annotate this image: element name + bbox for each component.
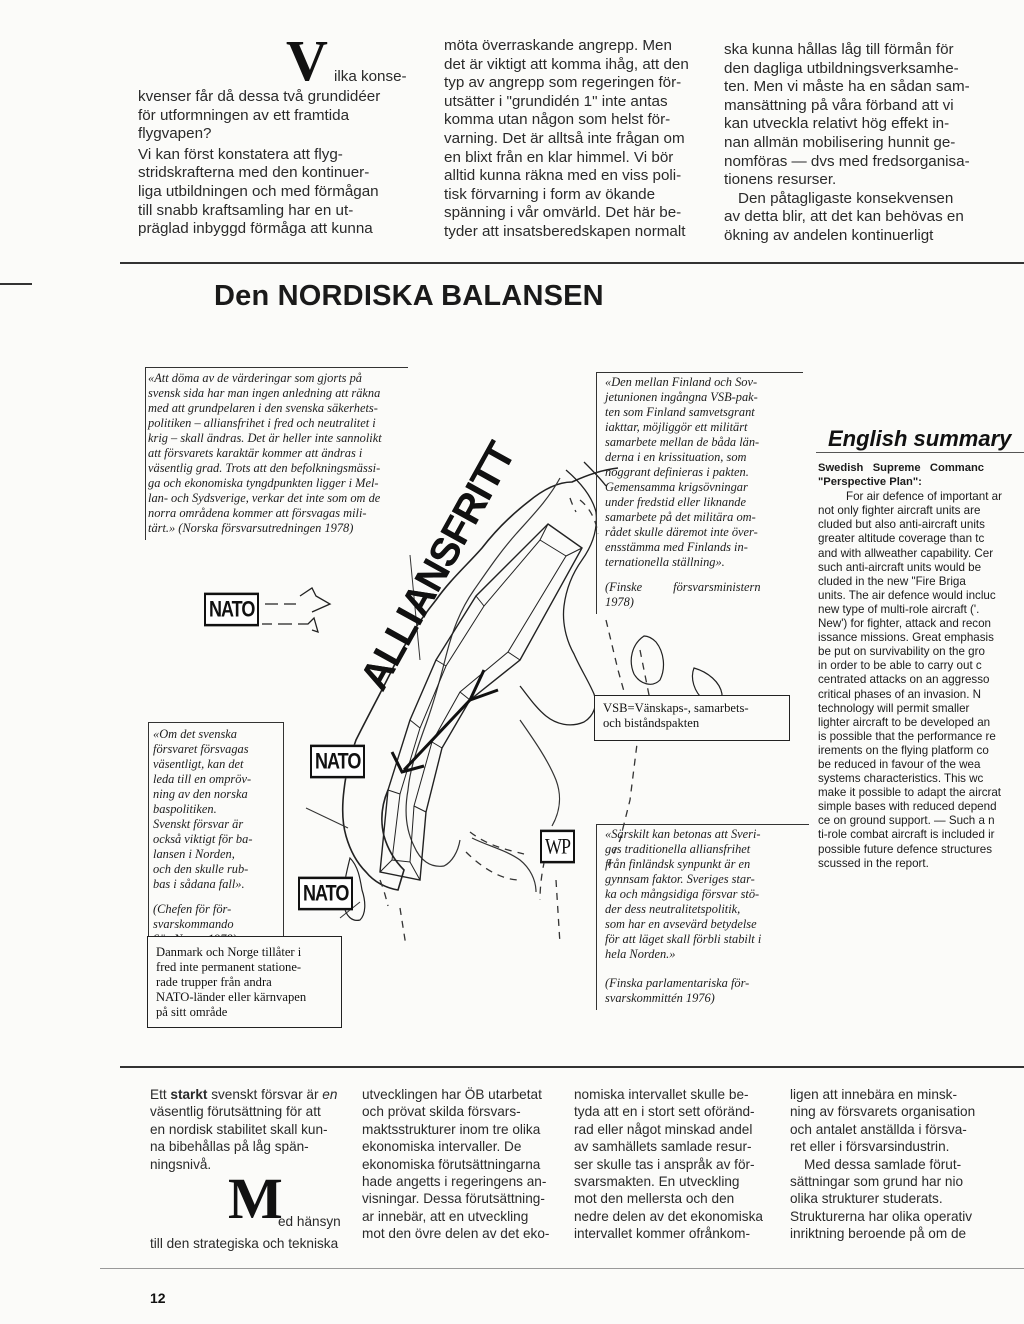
eng-line: possible future defence structures	[818, 842, 993, 856]
finland-outline	[520, 470, 596, 725]
col2-line: tisk förvarning i form av ökande	[444, 185, 656, 203]
bottom-col2-line: ar innebär, att en utveckling	[362, 1208, 529, 1224]
col1-line: präglad inbyggd förmåga att kunna	[138, 220, 373, 238]
col3-line: tionens resurser.	[724, 171, 837, 189]
bottom-column-4	[790, 1086, 990, 1243]
col3-line: kan utveckla relativt hög effekt in-	[724, 115, 950, 133]
quote-line: att försvarets karaktär kommer att ändras i	[148, 446, 363, 460]
note-line: VSB=Vänskaps-, samarbets-	[603, 701, 749, 715]
quote-line: för att läget skall förbli stabilt i	[605, 932, 762, 946]
top-column-1	[138, 28, 416, 239]
eng-line: such anti-aircraft units would be	[818, 560, 982, 574]
quote-line: väsentligt, kan det	[153, 757, 244, 771]
quote-line: ternationella ställning».	[605, 555, 725, 569]
quote-line: lansen i Norden,	[153, 847, 235, 861]
col3-line: ten. Men vi måste ha en sådan sam-	[724, 78, 970, 96]
note-line: på sitt område	[156, 1005, 228, 1019]
quote-line: «Om det svenska	[153, 727, 237, 741]
col3-line: av detta blir, att det kan behövas en	[724, 208, 964, 226]
bottom-col2-line: visningar. Dessa förutsättning-	[362, 1191, 545, 1207]
quote-finland	[596, 372, 803, 614]
baltic-coast	[472, 720, 559, 892]
quote-line: iakttar, möjliggör ett militärt	[605, 420, 748, 434]
bottom-col1-line: ningsnivå.	[150, 1156, 212, 1172]
bottom-col4-line: ning av försvarets organisation	[790, 1104, 976, 1120]
eng-line: centrated attacks on an aggresso	[818, 673, 990, 687]
bottom-col2-line: ekonomiska intervaller. De	[362, 1139, 522, 1155]
col3-line: ökning av andelen kontinuerligt	[724, 226, 934, 244]
bottom-col3-line: nomiska intervallet skulle be-	[574, 1087, 749, 1102]
defense-arrows	[392, 670, 498, 772]
page-number: 12	[150, 1290, 166, 1306]
col2-line: spänning i vår omvärld. Det här be-	[444, 204, 682, 222]
quote-line: der dess neutralitetspolitik,	[605, 902, 741, 916]
nato-tag: NATO	[204, 593, 259, 627]
eng-line: make it possible to adapt the aircrat	[818, 786, 1002, 800]
eng-line: units. The air defence would incluc	[818, 588, 996, 602]
col3-line: mansättning på våra förband att vi	[724, 96, 954, 114]
quote-line: jetunionen ingångna VSB-pak-	[605, 390, 758, 404]
dropcap-m: M	[228, 1166, 283, 1232]
top-column-3	[724, 41, 990, 246]
eng-line: technology will permit smaller	[818, 701, 970, 715]
eng-line: New') for fighter, attack and recon	[818, 617, 991, 631]
divider-left-stub	[0, 283, 32, 285]
eng-line: greater altitude coverage than tc	[818, 532, 985, 546]
quote-line: leda till en ompröv-	[153, 772, 252, 786]
bottom-column-3	[574, 1086, 772, 1243]
bottom-col4-line: ligen att innebära en minsk-	[790, 1087, 957, 1102]
quote-line: politiken – alliansfrihet i fred och neutralitet i	[148, 416, 376, 430]
quote-source: svarskommando	[153, 917, 234, 931]
nato-tag: NATO	[298, 877, 353, 911]
bottom-col2-line: ekonomiska förutsättningarna	[362, 1156, 541, 1172]
quote-norway	[145, 367, 408, 540]
quote-line: gynnsam faktor. Sveriges star-	[605, 872, 755, 886]
bottom-col4-line: ret eller i försvarsindustrin.	[790, 1139, 950, 1155]
eng-line: irements on the flying platform co	[818, 743, 989, 757]
bottom-column-1	[150, 1086, 346, 1252]
col3-line: Den påtagligaste konsekvensen	[738, 189, 954, 207]
intro-italic: en	[322, 1087, 338, 1102]
quote-line: tärt.» (Norska försvarsutredningen 1978)	[148, 521, 354, 535]
col3-line: nan allmän mobilisering hunnit ge-	[724, 133, 956, 151]
bottom-col3-line: intervallet kommer ofrånkom-	[574, 1226, 751, 1242]
eng-line: in order to be able to carry out c	[818, 659, 982, 673]
quote-line: «Särskilt kan betonas att Sveri-	[605, 827, 761, 841]
quote-line: under fredstid eller liknande	[605, 495, 746, 509]
bottom-col2-line: mot den övre delen av det eko-	[362, 1226, 550, 1242]
quote-line: också viktigt för ba-	[153, 832, 253, 846]
bottom-col1-line: till den strategiska och tekniska	[150, 1236, 339, 1252]
quote-source: (Chefen för för-	[153, 902, 232, 916]
quote-line: «Att döma av de värderingar som gjorts på	[148, 371, 362, 385]
quote-line: baspolitiken.	[153, 802, 217, 816]
eng-subheading: Swedish Supreme Commanc	[818, 462, 984, 474]
dropcap-v: V	[286, 28, 328, 93]
col1-line: Vi kan först konstatera att flyg-	[138, 145, 343, 163]
quote-line: norra områdena kommer att försvagas mili-	[148, 506, 367, 520]
divider-top	[120, 262, 1024, 264]
quote-line: samarbete mellan de båda län-	[605, 435, 760, 449]
bottom-column-2	[362, 1086, 558, 1243]
quote-line: noggrant definieras i pakten.	[605, 465, 749, 479]
col3-line: den dagliga utbildningsverksamhe-	[724, 59, 959, 77]
eng-line: issance missions. Great emphasis	[818, 631, 994, 645]
quote-line: väsentlig grad. Trots att den befolkningsmässi-	[148, 461, 381, 475]
col1-line: stridskrafterna med den kontinuer-	[138, 164, 370, 182]
col2-line: utsätter i "grundidén 1" inte antas	[444, 92, 668, 110]
col2-line: varning. Det är alltså inte frågan om	[444, 129, 685, 147]
quote-line: lan- och Sydsverige, verkar det inte som om de	[148, 491, 381, 505]
quote-line: försvaret försvagas	[153, 742, 249, 756]
bottom-col4-line: Strukturerna har olika operativ	[790, 1208, 973, 1224]
quote-line: Svenskt försvar är	[153, 817, 244, 831]
bottom-col3-line: svarsmakten. En utveckling	[574, 1174, 740, 1190]
note-line: NATO-länder eller kärnvapen	[156, 990, 307, 1004]
eng-line: cluded but also anti-aircraft units	[818, 518, 985, 532]
bottom-col4-line: olika strukturer studerats.	[790, 1191, 943, 1207]
intro-text: svenskt försvar är	[207, 1087, 323, 1102]
bottom-col3-line: av samhällets samlade resur-	[574, 1139, 752, 1155]
after-dropcap: ed hänsyn	[278, 1214, 341, 1230]
eng-line: cluded in the new "Fire Briga	[818, 574, 966, 588]
quote-line: ensstämma med Finlands in-	[605, 540, 748, 554]
quote-line: med att grundpelaren i den svenska säkerhets-	[148, 401, 378, 415]
eng-line: scussed in the report.	[818, 856, 929, 870]
bottom-col4-line: inriktning beroende på om de	[790, 1226, 967, 1242]
quote-line: ga och ekonomiska tyngdpunkten ligger i Mel-	[148, 476, 379, 490]
col3-line: ska kunna hållas låg till förmån för	[724, 41, 954, 58]
quote-chief-southern-norway	[148, 722, 284, 951]
eng-line: lighter aircraft to be developed an	[818, 715, 991, 729]
quote-line: rådet skulle däremot inte över-	[605, 525, 758, 539]
eng-line: is possible that the performance re	[818, 729, 996, 743]
quote-line: hela Norden.»	[605, 947, 676, 961]
bottom-col2-line: utvecklingen har ÖB utarbetat	[362, 1087, 542, 1102]
top-column-2	[444, 37, 712, 242]
denmark-norway-note	[147, 936, 342, 1028]
col1-line: liga utbildningen och med förmågan	[138, 182, 379, 200]
nato-arrows	[262, 588, 330, 632]
note-line: och biståndspakten	[603, 716, 700, 730]
quote-line: Gemensamma krigsövningar	[605, 480, 748, 494]
col1-line: kvenser får då dessa två grundidéer	[138, 88, 381, 105]
first-line: ilka konse-	[334, 68, 407, 85]
bottom-col3-line: ser skulle tas i anspråk av för-	[574, 1156, 755, 1172]
wp-tag: WP	[540, 830, 575, 864]
eng-line: and with allweather capability. Cer	[818, 546, 994, 560]
quote-line: från finländsk synpunkt är en	[605, 857, 751, 871]
quote-line: ten som Finland samvetsgrant	[605, 405, 755, 419]
eng-line: systems characteristics. This wc	[818, 772, 984, 786]
map-label-alliansfritt: ALLIANSFRITT	[352, 435, 524, 698]
col1-line: flygvapen?	[138, 125, 212, 143]
eng-line: ti-role combat aircraft is included ir	[818, 828, 995, 842]
quote-source: (Finska parlamentariska för-	[605, 976, 750, 990]
quote-line: «Den mellan Finland och Sov-	[605, 375, 758, 389]
col1-line: för utformningen av ett framtida	[138, 106, 350, 124]
col3-line: nomföras — dvs med fredsorganisa-	[724, 152, 970, 170]
intro-emphasis: starkt	[170, 1087, 208, 1102]
eng-line: ce on ground support. — Such a n	[818, 814, 995, 828]
col2-line: typ av angrepp som regeringen för-	[444, 74, 682, 92]
quote-finnish-parliament	[596, 824, 809, 1010]
col2-line: en blixt från en klar himmel. Vi bör	[444, 148, 674, 166]
col2-line: det är viktigt att komma ihåg, att den	[444, 55, 689, 73]
bottom-col1-line: en nordisk stabilitet skall kun-	[150, 1121, 328, 1137]
quote-source: 1978)	[605, 595, 634, 609]
eng-line: simple bases with reduced depend	[818, 800, 997, 814]
bottom-col1-line: väsentlig förutsättning för att	[150, 1104, 321, 1120]
bottom-col1-intro	[150, 1086, 346, 1103]
bottom-col2-line: maktsstrukturer inom tre olika	[362, 1121, 541, 1137]
eng-line: be reduced in favour of the wea	[818, 757, 981, 771]
figure-title: Den NORDISKA BALANSEN	[214, 280, 604, 312]
english-summary-heading: English summary	[828, 426, 1012, 451]
eng-subheading: "Perspective Plan":	[818, 476, 922, 489]
gotland-outline	[631, 636, 663, 684]
quote-source: (Finske försvarsministern	[605, 580, 761, 594]
bottom-col3-line: rad eller något minskad andel	[574, 1121, 753, 1137]
bottom-col4-line: och antalet anställda i försva-	[790, 1121, 967, 1137]
eng-line: critical phases of an invasion. N	[818, 687, 982, 701]
eng-line: new type of multi-role aircraft ('.	[818, 602, 980, 616]
quote-line: svensk sida har man ingen anledning att räkna	[148, 386, 381, 400]
english-summary-rule	[816, 452, 1024, 453]
english-summary-body	[818, 461, 1024, 871]
eng-line: For air defence of important ar	[846, 490, 1002, 504]
vsb-note	[594, 695, 790, 741]
quote-line: ges traditionella alliansfrihet	[605, 842, 751, 856]
quote-line: krig – skall ändras. Det är heller inte sannolikt	[148, 431, 382, 445]
col2-line: möta överraskande angrepp. Men	[444, 37, 672, 54]
col2-line: alltid kunna räkna med en viss poli-	[444, 167, 682, 185]
col2-line: tyder att insatsberedskapen normalt	[444, 222, 686, 240]
quote-line: bas i sådana fall».	[153, 877, 245, 891]
bottom-col3-line: nedre delen av det ekonomiska	[574, 1208, 763, 1224]
col2-line: komma utan någon som helst för-	[444, 111, 671, 129]
note-line: Danmark och Norge tillåter i	[156, 945, 302, 959]
nato-tag: NATO	[310, 745, 365, 779]
quote-line: samarbete på det militära om-	[605, 510, 756, 524]
quote-line: derna i en krissituation, som	[605, 450, 747, 464]
divider-figure-bottom	[120, 1066, 1024, 1068]
note-line: rade trupper från andra	[156, 975, 272, 989]
quote-source: svarskommittén 1976)	[605, 991, 715, 1005]
eng-line: be put on survivability on the gro	[818, 645, 985, 659]
bottom-col4-line: Med dessa samlade förut-	[804, 1156, 962, 1172]
divider-page-bottom	[100, 1268, 1024, 1269]
eng-line: not only fighter aircraft units are	[818, 504, 981, 518]
bottom-col4-line: sättningar som grund har nio	[790, 1174, 964, 1190]
quote-line: som har en avsevärd betydelse	[605, 917, 757, 931]
intro-text: Ett	[150, 1087, 171, 1102]
note-line: fred inte permanent statione-	[156, 960, 302, 974]
col1-line: till snabb kraftsamling har en ut-	[138, 201, 354, 219]
quote-line: ning av den norska	[153, 787, 248, 801]
bottom-col2-line: hade angetts i regeringens an-	[362, 1174, 547, 1190]
quote-line: och den skulle rub-	[153, 862, 249, 876]
bottom-col3-line: tyda att en i stort sett oföränd-	[574, 1104, 755, 1120]
bottom-col3-line: mot den mellersta och den	[574, 1191, 735, 1207]
quote-line: ka och mångsidiga försvar stö-	[605, 887, 760, 901]
bottom-col1-line: na bibehållas på låg spän-	[150, 1139, 309, 1155]
bottom-col2-line: och prövat skilda försvars-	[362, 1104, 521, 1120]
